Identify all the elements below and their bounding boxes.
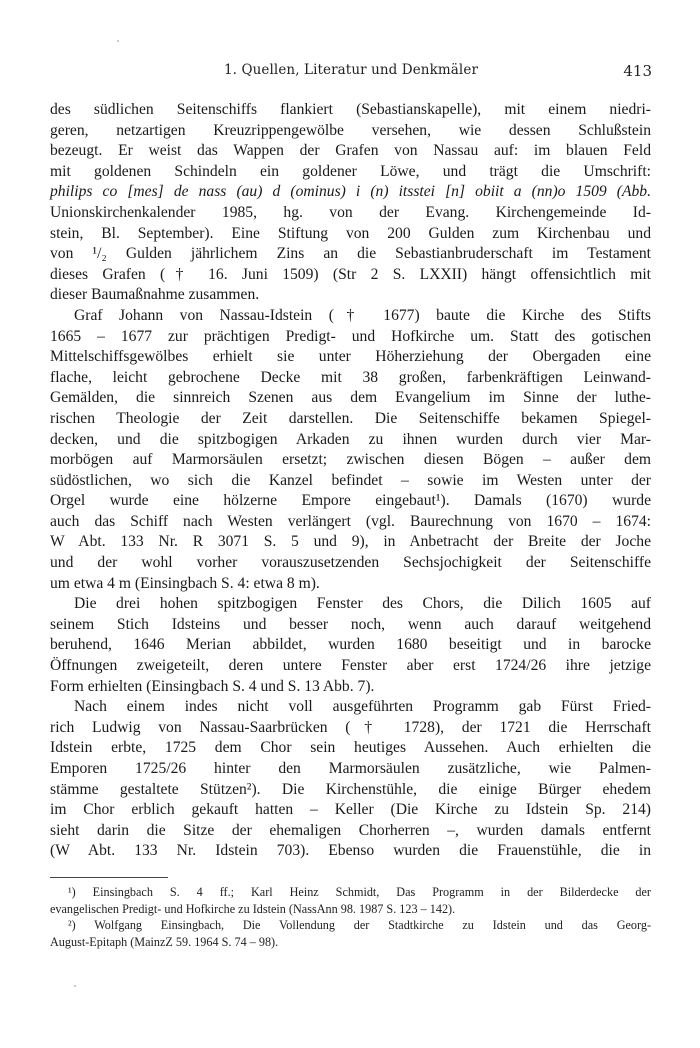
text-line: Gemälden, die sinnreich Szenen aus dem Evangelium im Sinne der luthe- bbox=[50, 389, 651, 407]
text-line: und der wohl vorher vorauszusetzenden Sechsjochigkeit der Seitenschiffe bbox=[50, 554, 651, 572]
footnote-line: ¹) Einsingbach S. 4 ff.; Karl Heinz Schmidt, Das Programm in der Bilderdecke der bbox=[68, 885, 651, 899]
text-line: Graf Johann von Nassau-Idstein († 1677) baute die Kirche des Stifts bbox=[74, 306, 651, 324]
text-line: Emporen 1725/26 hinter den Marmorsäulen zusätzliche, wie Palmen- bbox=[50, 760, 651, 777]
scan-speck bbox=[117, 40, 119, 42]
footnote-line: August-Epitaph (MainzZ 59. 1964 S. 74 – 98). bbox=[50, 934, 279, 949]
text-line: (W Abt. 133 Nr. Idstein 703). Ebenso wurden die Frauenstühle, die in bbox=[50, 842, 651, 860]
text-line: Unionskirchenkalender 1985, hg. von der Evang. Kirchengemeinde Id- bbox=[50, 203, 651, 221]
text-line: beruhend, 1646 Merian abbildet, wurden 1680 beseitigt und in barocke bbox=[50, 636, 651, 654]
text-line: philips co [mes] de nass (au) d (ominus) i (n) itsstei [n] obiit a (nn)o 1509 (Abb. bbox=[50, 183, 651, 201]
text-line: stein, Bl. September). Eine Stiftung von 200 Gulden zum Kirchenbau und bbox=[50, 224, 651, 242]
text-line: um etwa 4 m (Einsingbach S. 4: etwa 8 m). bbox=[50, 574, 320, 592]
text-line: seinem Stich Idsteins und besser noch, wenn auch darauf weitgehend bbox=[50, 615, 651, 633]
text-line: mit goldenen Schindeln ein goldener Löwe, und trägt die Umschrift: bbox=[50, 162, 651, 180]
footnote-rule bbox=[50, 877, 168, 878]
page-header bbox=[50, 62, 652, 84]
text-line: von ¹/₂ Gulden jährlichem Zins an die Sebastianbruderschaft im Testament bbox=[50, 245, 651, 263]
text-line: des südlichen Seitenschiffs flankiert (Sebastianskapelle), mit einem niedri- bbox=[50, 101, 651, 118]
text-line: W Abt. 133 Nr. R 3071 S. 5 und 9), in Anbetracht der Breite der Joche bbox=[50, 533, 651, 551]
text-line: südöstlichen, wo sich die Kanzel befindet – sowie im Westen unter der bbox=[50, 471, 651, 489]
text-line: geren, netzartigen Kreuzrippengewölbe versehen, wie dessen Schlußstein bbox=[50, 121, 651, 139]
text-line: bezeugt. Er weist das Wappen der Grafen von Nassau auf: im blauen Feld bbox=[50, 142, 651, 160]
text-line: stämme gestaltete Stützen²). Die Kirchenstühle, die einige Bürger ehedem bbox=[50, 780, 651, 798]
text-line: Form erhielten (Einsingbach S. 4 und S. 13 Abb. 7). bbox=[50, 677, 375, 695]
text-line: sieht darin die Sitze der ehemaligen Chorherren –, wurden damals entfernt bbox=[50, 821, 651, 839]
text-line: rischen Theologie der Zeit darstellen. Die Seitenschiffe bekamen Spiegel- bbox=[50, 409, 651, 427]
text-line: flache, leicht gebrochene Decke mit 38 großen, farbenkräftigen Leinwand- bbox=[50, 368, 651, 386]
footnote-line: ²) Wolfgang Einsingbach, Die Vollendung der Stadtkirche zu Idstein und das Georg- bbox=[68, 918, 651, 933]
text-line: morbögen auf Marmorsäulen ersetzt; zwischen diesen Bögen – außer dem bbox=[50, 451, 651, 469]
text-line: auch das Schiff nach Westen verlängert (vgl. Baurechnung von 1670 – 1674: bbox=[50, 512, 651, 530]
footnote-line: evangelischen Predigt- und Hofkirche zu Idstein (NassAnn 98. 1987 S. 123 – 142). bbox=[50, 901, 456, 916]
text-line: Orgel wurde eine hölzerne Empore eingebaut¹). Damals (1670) wurde bbox=[50, 492, 651, 510]
text-line: decken, und die spitzbogigen Arkaden zu ihnen wurden durch vier Mar- bbox=[50, 430, 651, 448]
text-line: Nach einem indes nicht voll ausgeführten Programm gab Fürst Fried- bbox=[74, 698, 651, 716]
footnotes bbox=[50, 884, 651, 950]
text-line: im Chor erblich gekauft hatten – Keller (Die Kirche zu Idstein Sp. 214) bbox=[50, 801, 651, 819]
scan-speck bbox=[74, 985, 76, 987]
text-line: 1665 – 1677 zur prächtigen Predigt- und Hofkirche um. Statt des gotischen bbox=[50, 327, 651, 345]
body-text bbox=[50, 100, 651, 862]
text-line: Die drei hohen spitzbogigen Fenster des Chors, die Dilich 1605 auf bbox=[74, 595, 651, 613]
text-line: rich Ludwig von Nassau-Saarbrücken († 1728), der 1721 die Herrschaft bbox=[50, 718, 651, 736]
text-line: Mittelschiffsgewölbes erhielt sie unter Höherziehung der Obergaden eine bbox=[50, 348, 651, 366]
running-title: 1. Quellen, Literatur und Denkmäler bbox=[223, 62, 478, 78]
page-number: 413 bbox=[623, 62, 652, 80]
text-line: Idstein erbte, 1725 dem Chor sein heutiges Aussehen. Auch erhielten die bbox=[50, 739, 651, 757]
text-line: dieses Grafen († 16. Juni 1509) (Str 2 S. LXXII) hängt offensichtlich mit bbox=[50, 265, 651, 283]
text-line: Öffnungen zweigeteilt, deren untere Fenster aber erst 1724/26 ihre jetzige bbox=[50, 657, 651, 675]
text-line: dieser Baumaßnahme zusammen. bbox=[50, 286, 260, 304]
